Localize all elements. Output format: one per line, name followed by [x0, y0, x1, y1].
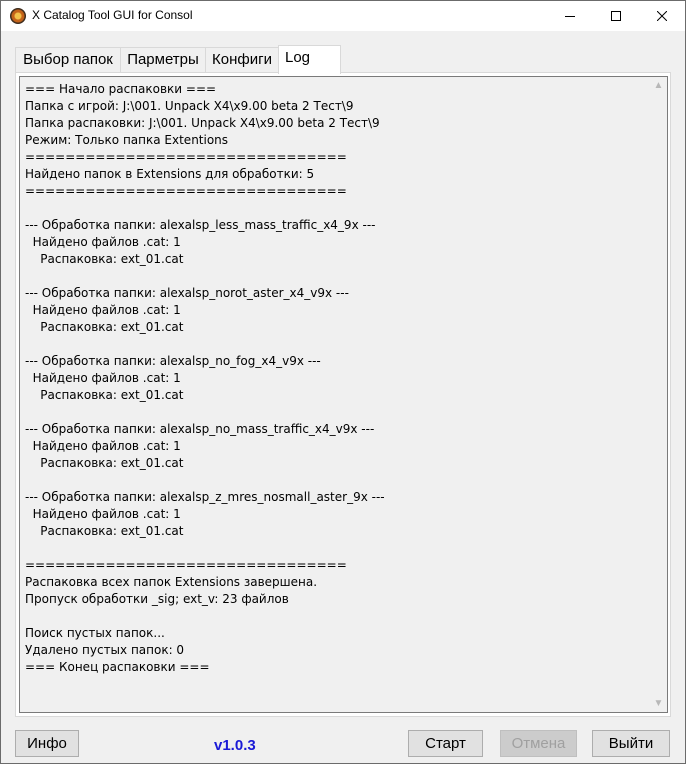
log-line: ================================ [25, 150, 347, 164]
title-bar[interactable] [1, 1, 685, 31]
log-line: === Конец распаковки === [25, 660, 210, 674]
log-line: Распаковка: ext_01.cat [25, 388, 184, 402]
log-line: Найдено файлов .cat: 1 [25, 371, 181, 385]
log-line [25, 608, 645, 625]
log-line: Пропуск обработки _sig; ext_v: 23 файлов [25, 592, 289, 606]
log-text [25, 81, 645, 676]
log-line: Найдено папок в Extensions для обработки: 5 [25, 167, 315, 181]
log-textbox[interactable] [19, 76, 668, 713]
cancel-button[interactable]: Отмена [500, 730, 577, 757]
log-line: ================================ [25, 184, 347, 198]
log-line: Папка с игрой: J:\001. Unpack X4\x9.00 beta 2 Тест\9 [25, 99, 354, 113]
log-line [25, 268, 645, 285]
log-line: --- Обработка папки: alexalsp_norot_aster_x4_v9x --- [25, 286, 349, 300]
log-line: Режим: Только папка Extentions [25, 133, 229, 147]
log-line: Папка распаковки: J:\001. Unpack X4\x9.00 beta 2 Тест\9 [25, 116, 380, 130]
log-line: Найдено файлов .cat: 1 [25, 507, 181, 521]
tab-log[interactable]: Log [278, 45, 341, 74]
minimize-button[interactable] [547, 1, 593, 31]
log-line: Поиск пустых папок... [25, 626, 165, 640]
log-line: ================================ [25, 558, 347, 572]
log-line [25, 200, 645, 217]
tab-configs[interactable]: Конфиги [205, 47, 279, 73]
window-title: X Catalog Tool GUI for Consol [32, 8, 193, 22]
log-line [25, 472, 645, 489]
chevron-up-icon[interactable]: ▲ [653, 80, 664, 91]
log-line: --- Обработка папки: alexalsp_no_mass_traffic_x4_v9x --- [25, 422, 375, 436]
log-line: Распаковка всех папок Extensions завершена. [25, 575, 318, 589]
log-line: Распаковка: ext_01.cat [25, 456, 184, 470]
exit-button[interactable]: Выйти [592, 730, 670, 757]
log-line: --- Обработка папки: alexalsp_no_fog_x4_v9x --- [25, 354, 321, 368]
maximize-button[interactable] [593, 1, 639, 31]
log-line: Распаковка: ext_01.cat [25, 320, 184, 334]
log-line: Удалено пустых папок: 0 [25, 643, 185, 657]
log-line: Распаковка: ext_01.cat [25, 524, 184, 538]
start-button[interactable]: Старт [408, 730, 483, 757]
vertical-scrollbar[interactable] [650, 77, 667, 712]
close-icon [657, 11, 667, 21]
maximize-icon [611, 11, 621, 21]
tab-panel-log [15, 72, 671, 717]
chevron-down-icon[interactable]: ▼ [653, 698, 664, 709]
log-line: Найдено файлов .cat: 1 [25, 235, 181, 249]
log-line: Распаковка: ext_01.cat [25, 252, 184, 266]
log-line: === Начало распаковки === [25, 82, 217, 96]
minimize-icon [565, 11, 575, 21]
tab-folder-selection[interactable]: Выбор папок [15, 47, 121, 73]
log-line: --- Обработка папки: alexalsp_z_mres_nosmall_aster_9x --- [25, 490, 385, 504]
version-label: v1.0.3 [214, 737, 256, 754]
close-button[interactable] [639, 1, 685, 31]
info-button[interactable]: Инфо [15, 730, 79, 757]
log-line [25, 336, 645, 353]
log-line: Найдено файлов .cat: 1 [25, 303, 181, 317]
log-line [25, 404, 645, 421]
app-icon [10, 8, 26, 24]
tab-parameters[interactable]: Парметры [120, 47, 206, 73]
log-line [25, 540, 645, 557]
log-line: Найдено файлов .cat: 1 [25, 439, 181, 453]
log-line: --- Обработка папки: alexalsp_less_mass_traffic_x4_9x --- [25, 218, 376, 232]
